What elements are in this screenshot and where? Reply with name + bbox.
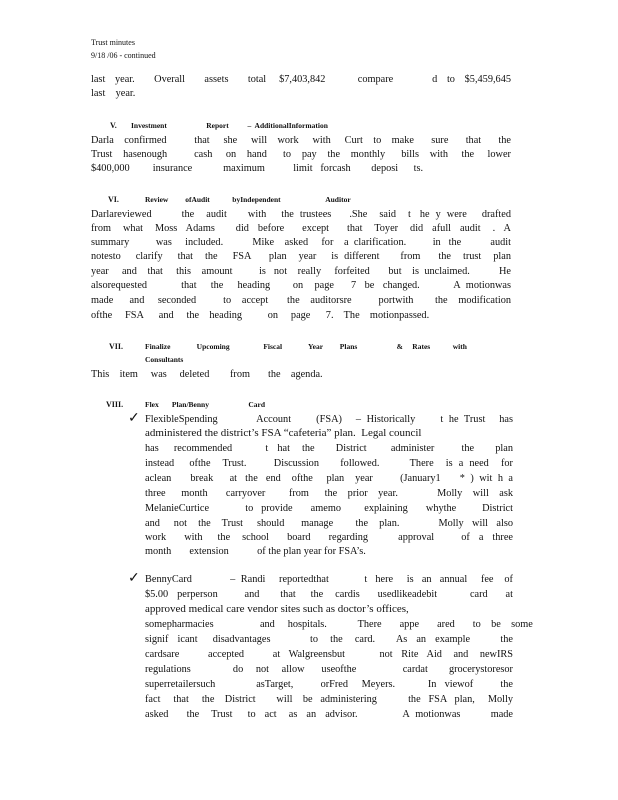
bullet-line: signif icant disadvantages to the card. As an example the bbox=[145, 634, 513, 645]
section-heading-continued: Consultants bbox=[145, 355, 184, 364]
section-heading: Flex Plan/Benny Card bbox=[145, 400, 266, 409]
paragraph-line: This item was deleted from the agenda. bbox=[91, 369, 323, 380]
section-heading: Review ofAudit byIndependent Auditor bbox=[145, 195, 351, 204]
bullet-line: regulations do not allow useofthe cardat grocerystoresor bbox=[145, 664, 513, 675]
section-number: VII. bbox=[109, 342, 124, 351]
bullet-line: work with the school board regarding approval of a three bbox=[145, 532, 513, 543]
paragraph-line: Darla confirmed that she will work with Curt to make sure that the bbox=[91, 135, 511, 146]
bullet-line: $5.00 perperson and that the cardis usedlikeadebit card at bbox=[145, 589, 513, 600]
bullet-line: superretailersuch asTarget, orFred Meyers. In viewof the bbox=[145, 679, 513, 690]
intro-line: last year. Overall assets total $7,403,842 compare d to $5,459,645 bbox=[91, 74, 511, 85]
bullet-line: BennyCard – Randi reportedthat t here is an annual fee of bbox=[145, 574, 513, 585]
bullet-line: has recommended t hat the District administer the plan bbox=[145, 443, 513, 454]
header-title: Trust minutes bbox=[91, 38, 135, 47]
bullet-line: three month carryover from the prior year. Molly will ask bbox=[145, 488, 513, 499]
section-heading: Investment Report – AdditionalInformation bbox=[131, 121, 328, 130]
bullet-line: cardsare accepted at Walgreensbut not Rite Aid and newIRS bbox=[145, 649, 513, 660]
header-date: 9/18 /06 - continued bbox=[91, 51, 156, 60]
paragraph-line: year and that this amount is not really forfeited but is unclaimed. He bbox=[91, 266, 511, 277]
checkmark-icon: ✓ bbox=[128, 411, 140, 426]
section-number: VIII. bbox=[106, 400, 124, 409]
bullet-line: asked the Trust to act as an advisor. A motionwas made bbox=[145, 709, 513, 720]
bullet-line: administered the district’s FSA “cafeteria” plan. Legal council bbox=[145, 427, 422, 439]
paragraph-line: Darlareviewed the audit with the trustees .She said t he y were drafted bbox=[91, 209, 511, 220]
section-number: VI. bbox=[108, 195, 119, 204]
section-number: V. bbox=[110, 121, 117, 130]
paragraph-line: summary was included. Mike asked for a clarification. in the audit bbox=[91, 237, 511, 248]
bullet-line: instead ofthe Trust. Discussion followed. There is a need for bbox=[145, 458, 513, 469]
bullet-line: somepharmacies and hospitals. There appe ared to be some bbox=[145, 619, 533, 630]
paragraph-line: alsorequested that the heading on page 7 be changed. A motionwas bbox=[91, 280, 511, 291]
paragraph-line: made and seconded to accept the auditorsre portwith the modification bbox=[91, 295, 511, 306]
bullet-line: fact that the District will be administering the FSA plan, Molly bbox=[145, 694, 513, 705]
section-heading: Finalize Upcoming Fiscal Year Plans & Rates with bbox=[145, 342, 467, 351]
checkmark-icon: ✓ bbox=[128, 571, 140, 586]
paragraph-line: Trust hasenough cash on hand to pay the monthly bills with the lower bbox=[91, 149, 511, 160]
bullet-line: and not the Trust should manage the plan. Molly will also bbox=[145, 518, 513, 529]
bullet-line: aclean break at the end ofthe plan year (January1 * ) wit h a bbox=[145, 473, 513, 484]
intro-line: last year. bbox=[91, 88, 136, 99]
paragraph-line: notesto clarify that the FSA plan year is different from the trust plan bbox=[91, 251, 511, 262]
paragraph-line: ofthe FSA and the heading on page 7. The motionpassed. bbox=[91, 310, 430, 321]
paragraph-line: $400,000 insurance maximum limit forcash deposi ts. bbox=[91, 163, 424, 174]
bullet-line: FlexibleSpending Account (FSA) – Historically t he Trust has bbox=[145, 414, 513, 425]
bullet-line: approved medical care vendor sites such as doctor’s offices, bbox=[145, 603, 409, 615]
bullet-line: MelanieCurtice to provide amemo explaining whythe District bbox=[145, 503, 513, 514]
paragraph-line: from what Moss Adams did before except that Toyer did afull audit . A bbox=[91, 223, 511, 234]
bullet-line: month extension of the plan year for FSA’s. bbox=[145, 546, 366, 557]
